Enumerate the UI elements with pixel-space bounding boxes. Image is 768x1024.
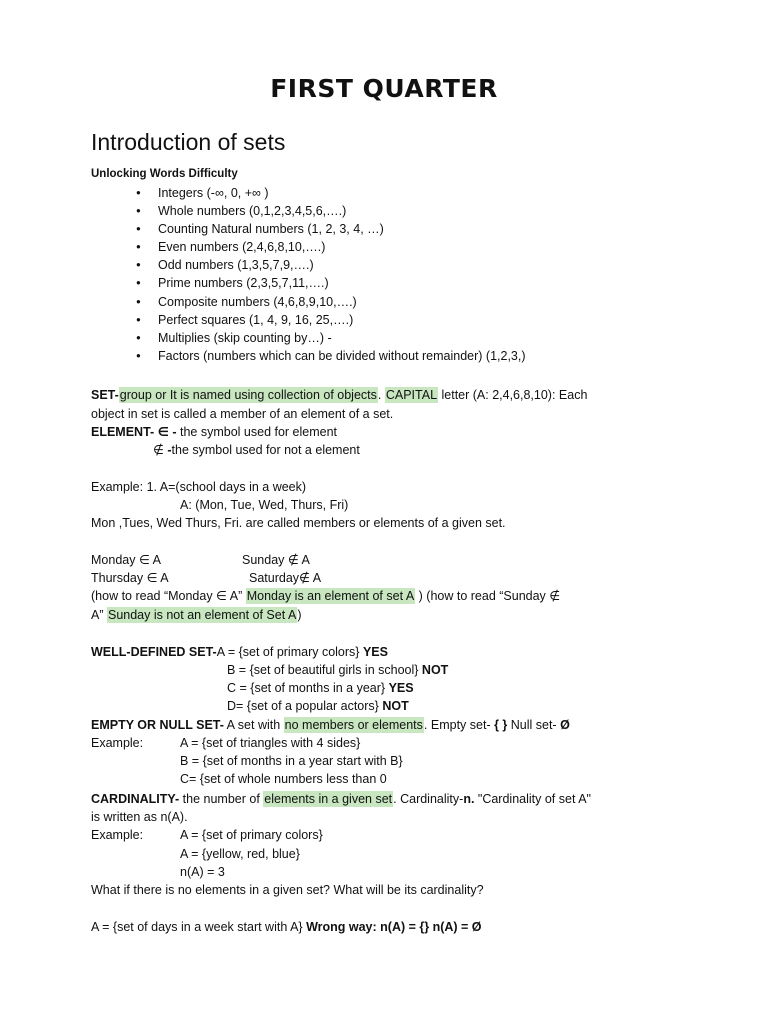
well-defined-line3 <box>227 679 414 697</box>
text-span: D= {set of a popular actors} <box>227 699 379 713</box>
well-defined-line4 <box>227 697 409 715</box>
membership-text: Sunday ∉ A <box>242 553 310 567</box>
text-span: A set with <box>223 718 284 732</box>
bullet-list <box>136 184 526 365</box>
example-line: A = {set of primary colors} <box>180 828 323 842</box>
example-line: A = {yellow, red, blue} <box>180 847 300 861</box>
example-line: C= {set of whole numbers less than 0 <box>180 772 387 786</box>
text-span: A = {set of primary colors} <box>216 645 360 659</box>
wrong-way: Wrong way: n(A) = {} n(A) = Ø <box>306 920 482 934</box>
list-item: ● Prime numbers (2,3,5,7,11,….) <box>136 274 526 292</box>
membership-text: Thursday ∈ A <box>91 571 169 585</box>
well-defined-line2 <box>227 661 448 679</box>
example-line: n(A) = 3 <box>180 865 225 879</box>
set-definition-line2: object in set is called a member of an element of a set. <box>91 407 394 421</box>
example-label: Example: <box>91 828 144 842</box>
list-item: ● Integers (-∞, 0, +∞ ) <box>136 184 526 202</box>
example-line: A: (Mon, Tue, Wed, Thurs, Fri) <box>180 498 349 512</box>
membership-text: Saturday∉ A <box>249 571 322 585</box>
answer: NOT <box>421 663 449 677</box>
text-span: ) <box>297 608 302 622</box>
highlight: Monday is an element of set A <box>246 589 415 603</box>
text-span: the symbol used for not a element <box>171 443 360 457</box>
highlight: elements in a given set <box>264 792 393 806</box>
text-span: Null set- <box>507 718 561 732</box>
membership-text: Monday ∈ A <box>91 553 161 567</box>
highlight: no members or elements <box>284 718 423 732</box>
section-heading: Introduction of sets <box>91 129 286 155</box>
last-line <box>91 918 482 936</box>
text-span: A = {set of days in a week start with A} <box>91 920 307 934</box>
answer: YES <box>362 645 388 659</box>
text-span: B = {set of beautiful girls in school} <box>227 663 419 677</box>
empty-set-symbol: { } <box>494 718 508 732</box>
list-item: ● Perfect squares (1, 4, 9, 16, 25,….) <box>136 311 526 329</box>
null-set-symbol: Ø <box>560 718 570 732</box>
not-element-definition <box>153 441 360 459</box>
text-span: C = {set of months in a year} <box>227 681 386 695</box>
list-item: ● Factors (numbers which can be divided without remainder) (1,2,3,) <box>136 347 526 365</box>
reading-line1 <box>91 587 560 605</box>
text-span: (how to read “Monday ∈ A” <box>91 589 243 603</box>
cardinality-question: What if there is no elements in a given set? What will be its cardinality? <box>91 883 484 897</box>
list-item: ● Whole numbers (0,1,2,3,4,5,6,….) <box>136 202 526 220</box>
example-line: B = {set of months in a year start with B} <box>180 754 403 768</box>
well-defined-term: WELL-DEFINED SET- <box>91 645 217 659</box>
list-item: ● Counting Natural numbers (1, 2, 3, 4, …) <box>136 220 526 238</box>
list-item: ● Odd numbers (1,3,5,7,9,….) <box>136 256 526 274</box>
set-definition-line1 <box>91 386 587 404</box>
example-line: A = {set of triangles with 4 sides} <box>180 736 361 750</box>
element-term: ELEMENT- <box>91 425 155 439</box>
element-definition <box>91 423 337 441</box>
cardinality-line2: is written as n(A). <box>91 810 188 824</box>
list-item: ● Even numbers (2,4,6,8,10,….) <box>136 238 526 256</box>
empty-set-term: EMPTY OR NULL SET- <box>91 718 224 732</box>
example-label: Example: <box>91 736 144 750</box>
text-span: letter (A: 2,4,6,8,10): Each <box>438 388 588 402</box>
cardinality-symbol: n. <box>463 792 475 806</box>
not-element-symbol: ∉ <box>153 443 164 457</box>
text-span: . Empty set- <box>423 718 495 732</box>
element-symbol: ∈ - <box>154 425 180 439</box>
reading-line2 <box>91 606 301 624</box>
text-span: the number of <box>179 792 264 806</box>
page-title: FIRST QUARTER <box>270 74 498 103</box>
text-span: A” <box>91 608 104 622</box>
text-span: the symbol used for element <box>180 425 338 439</box>
text-span: "Cardinality of set A" <box>474 792 591 806</box>
example-line: Example: 1. A=(school days in a week) <box>91 480 307 494</box>
highlight: Sunday is not an element of Set A <box>107 608 297 622</box>
text-span: . <box>377 388 385 402</box>
set-term: SET- <box>91 388 119 402</box>
cardinality-term: CARDINALITY- <box>91 792 180 806</box>
answer: YES <box>388 681 414 695</box>
cardinality-line1 <box>91 790 591 808</box>
text-span: ) (how to read “Sunday ∉ <box>415 589 561 603</box>
highlight: group or It is named using collection of objects <box>119 388 377 402</box>
subheading: Unlocking Words Difficulty <box>91 168 238 180</box>
well-defined-line1 <box>91 643 388 661</box>
text-span: - <box>163 443 172 457</box>
answer: NOT <box>382 699 409 713</box>
example-line: Mon ,Tues, Wed Thurs, Fri. are called members or elements of a given set. <box>91 516 506 530</box>
empty-set-line <box>91 716 570 734</box>
list-item: ● Multiplies (skip counting by…) - <box>136 329 526 347</box>
highlight: CAPITAL <box>385 388 438 402</box>
list-item: ● Composite numbers (4,6,8,9,10,….) <box>136 293 526 311</box>
text-span: . Cardinality- <box>393 792 464 806</box>
